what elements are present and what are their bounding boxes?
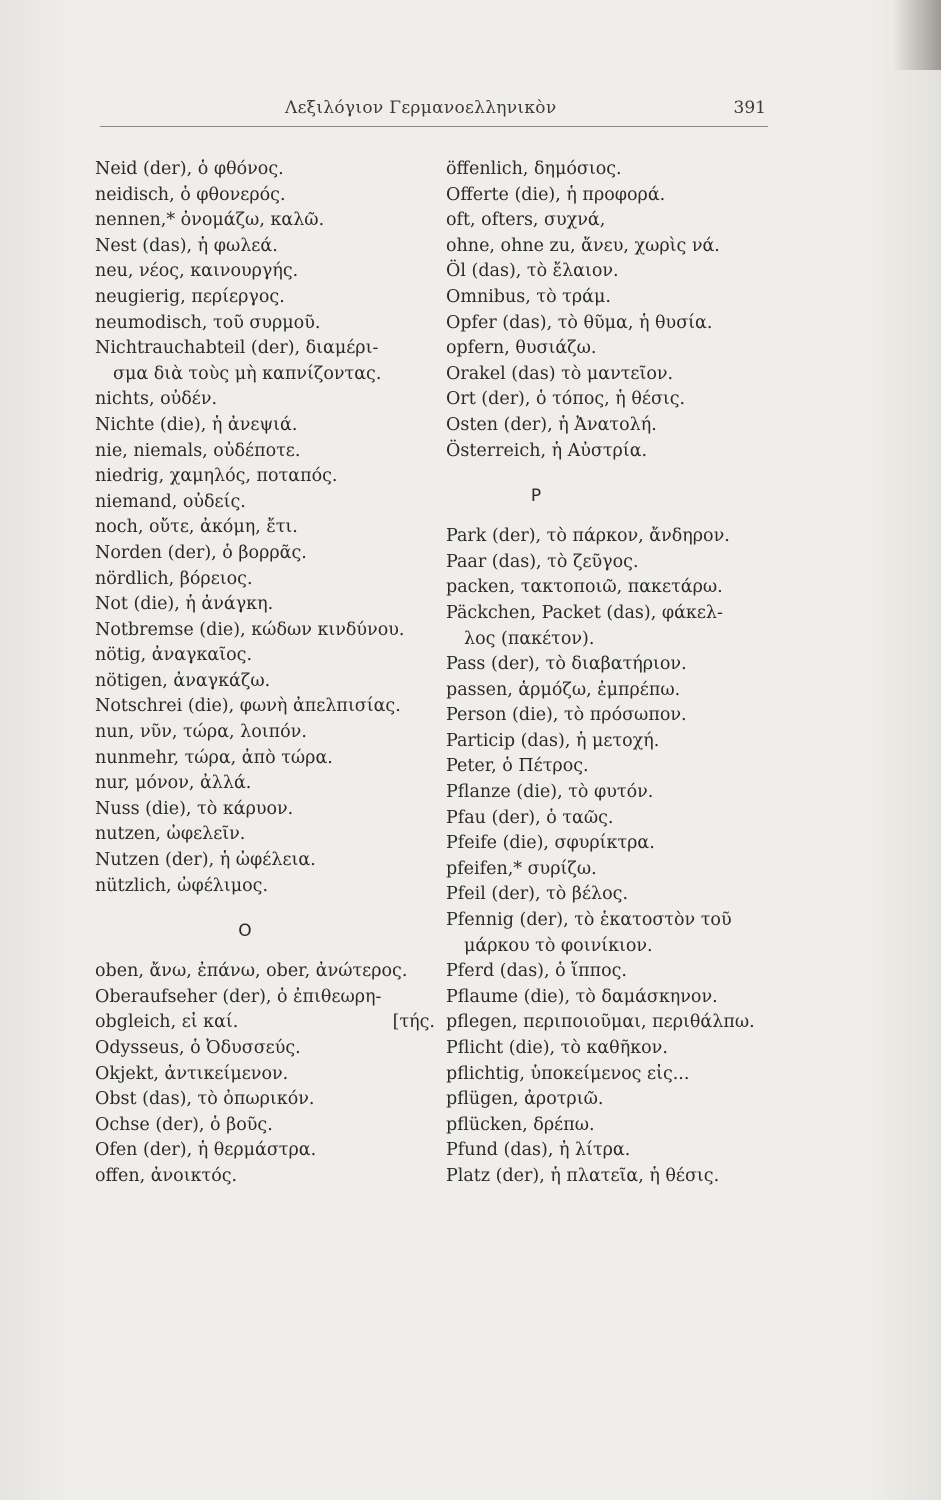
section-heading-p: P <box>530 486 542 507</box>
entry: Öl (das), τὸ ἔλαιον. <box>446 261 619 282</box>
page-number: 391 <box>733 98 766 118</box>
entry: niedrig, χαμηλός, ποταπός. <box>95 466 338 487</box>
entry: opfern, θυσιάζω. <box>446 338 597 359</box>
entry: pflichtig, ὑποκείμενος εἰς... <box>446 1063 690 1084</box>
entry: Notbremse (die), κώδων κινδύνου. <box>95 619 405 640</box>
entry: niemand, οὐδείς. <box>95 491 246 512</box>
entry: Nuss (die), τὸ κάρυον. <box>95 798 294 819</box>
entry: nunmehr, τώρα, ἀπὸ τώρα. <box>95 747 333 768</box>
entry: Pfeife (die), σφυρίκτρα. <box>446 833 655 854</box>
entry: nun, νῦν, τώρα, λοιπόν. <box>95 722 307 743</box>
entry: nennen,* ὀνομάζω, καλῶ. <box>95 210 325 231</box>
entry: ohne, ohne zu, ἄνευ, χωρὶς νά. <box>446 235 720 256</box>
entry: Okjekt, ἀντικείμενον. <box>95 1063 289 1084</box>
right-column <box>446 157 776 1190</box>
entry: Osten (der), ἡ Ἀνατολή. <box>446 414 657 435</box>
entry: Neid (der), ὁ φθόνος. <box>95 159 284 179</box>
spacer <box>95 947 435 959</box>
entry: Offerte (die), ἡ προφορά. <box>446 184 666 205</box>
entry: Pflaume (die), τὸ δαμάσκηνον. <box>446 986 718 1007</box>
entry: neugierig, περίεργος. <box>95 286 285 307</box>
entry: Odysseus, ὁ Ὀδυσσεύς. <box>95 1038 301 1058</box>
entry: Platz (der), ἡ πλατεῖα, ἡ θέσις. <box>446 1165 720 1186</box>
entry: Peter, ὁ Πέτρος. <box>446 756 589 777</box>
entry: Obst (das), τὸ ὀπωρικόν. <box>95 1089 315 1110</box>
entry: Pfund (das), ἡ λίτρα. <box>446 1140 631 1161</box>
entry: pflücken, δρέπω. <box>446 1114 595 1135</box>
entry: Pass (der), τὸ διαβατήριον. <box>446 654 687 675</box>
entry: oft, ofters, συχνά, <box>446 210 606 231</box>
entry: neumodisch, τοῦ συρμοῦ. <box>95 312 321 333</box>
entry: Oberaufseher (der), ὁ ἐπιθεωρη- <box>95 986 382 1007</box>
entry-continuation: λος (πακέτον). <box>464 628 595 649</box>
entry: Nutzen (der), ἡ ὠφέλεια. <box>95 850 316 871</box>
entry: neu, νέος, καινουργής. <box>95 261 299 282</box>
entry: noch, οὔτε, ἀκόμη, ἔτι. <box>95 517 298 538</box>
entry: nur, μόνον, ἀλλά. <box>95 773 252 794</box>
entry: Pfau (der), ὁ ταῶς. <box>446 807 614 828</box>
entry: Ort (der), ὁ τόπος, ἡ θέσις. <box>446 389 686 410</box>
entry: Omnibus, τὸ τράμ. <box>446 286 611 307</box>
entry: Pfennig (der), τὸ ἑκατοστὸν τοῦ <box>446 910 732 931</box>
entry: Nichte (die), ἡ ἀνεψιά. <box>95 414 298 435</box>
hang-continuation: [τής. <box>392 1012 435 1033</box>
entry: Nichtrauchabteil (der), διαμέρι- <box>95 338 379 359</box>
entry: passen, ἁρμόζω, ἐμπρέπω. <box>446 679 681 700</box>
section-heading-o: O <box>238 921 252 942</box>
entry: Particip (das), ἡ μετοχή. <box>446 730 660 751</box>
page-header <box>100 96 768 127</box>
entry: Nest (das), ἡ φωλεά. <box>95 235 278 256</box>
page-title: Λεξιλόγιον Γερμανοελληνικὸν <box>285 98 557 118</box>
entry: Ochse (der), ὁ βοῦς. <box>95 1114 273 1135</box>
entry-continuation: μάρκου τὸ φοινίκιον. <box>464 935 653 956</box>
entry: oben, ἄνω, ἐπάνω, ober, ἀνώτερος. <box>95 961 408 982</box>
entry: Ofen (der), ἡ θερμάστρα. <box>95 1140 317 1161</box>
entry: nötig, ἀναγκαῖος. <box>95 645 253 666</box>
entry: pfeifen,* συρίζω. <box>446 858 597 879</box>
entry: Not (die), ἡ ἀνάγκη. <box>95 594 274 615</box>
entry: Person (die), τὸ πρόσωπον. <box>446 705 687 726</box>
entry: Österreich, ἡ Αὐστρία. <box>446 440 648 461</box>
entry: Pflicht (die), τὸ καθῆκον. <box>446 1038 668 1058</box>
entry: Pferd (das), ὁ ἵππος. <box>446 961 627 982</box>
entry: nördlich, βόρειος. <box>95 568 253 589</box>
entry: Notschrei (die), φωνὴ ἀπελπισίας. <box>95 696 401 717</box>
entry-text: obgleich, εἰ καί. <box>95 1012 239 1033</box>
entry-continuation: σμα διὰ τοὺς μὴ καπνίζοντας. <box>113 363 382 384</box>
entry: Orakel (das) τὸ μαντεῖον. <box>446 363 674 384</box>
entry: packen, τακτοποιῶ, πακετάρω. <box>446 577 723 598</box>
entry: Pfeil (der), τὸ βέλος. <box>446 884 629 905</box>
left-column <box>95 157 435 1190</box>
entry: neidisch, ὁ φθονερός. <box>95 184 286 205</box>
entry: Päckchen, Packet (das), φάκελ- <box>446 602 723 623</box>
entry: pflügen, ἀροτριῶ. <box>446 1089 604 1110</box>
entry: öffenlich, δημόσιος. <box>446 159 622 179</box>
entry-with-hang <box>95 1010 435 1036</box>
entry: nutzen, ὠφελεῖν. <box>95 824 246 845</box>
entry: nie, niemals, οὐδέποτε. <box>95 440 301 461</box>
entry: Park (der), τὸ πάρκον, ἄνδηρον. <box>446 526 730 547</box>
entry: nützlich, ὠφέλιμος. <box>95 875 269 896</box>
entry: Opfer (das), τὸ θῦμα, ἡ θυσία. <box>446 312 713 333</box>
entry: Norden (der), ὁ βορρᾶς. <box>95 542 307 563</box>
page-edge-shadow <box>893 0 941 70</box>
entry: nichts, οὐδέν. <box>95 389 218 410</box>
entry: Paar (das), τὸ ζεῦγος. <box>446 551 639 572</box>
entry: offen, ἀνοικτός. <box>95 1165 238 1186</box>
entry: nötigen, ἀναγκάζω. <box>95 670 271 691</box>
entry: pflegen, περιποιοῦμαι, περιθάλπω. <box>446 1012 755 1033</box>
entry: Pflanze (die), τὸ φυτόν. <box>446 782 654 803</box>
spacer <box>446 512 776 524</box>
